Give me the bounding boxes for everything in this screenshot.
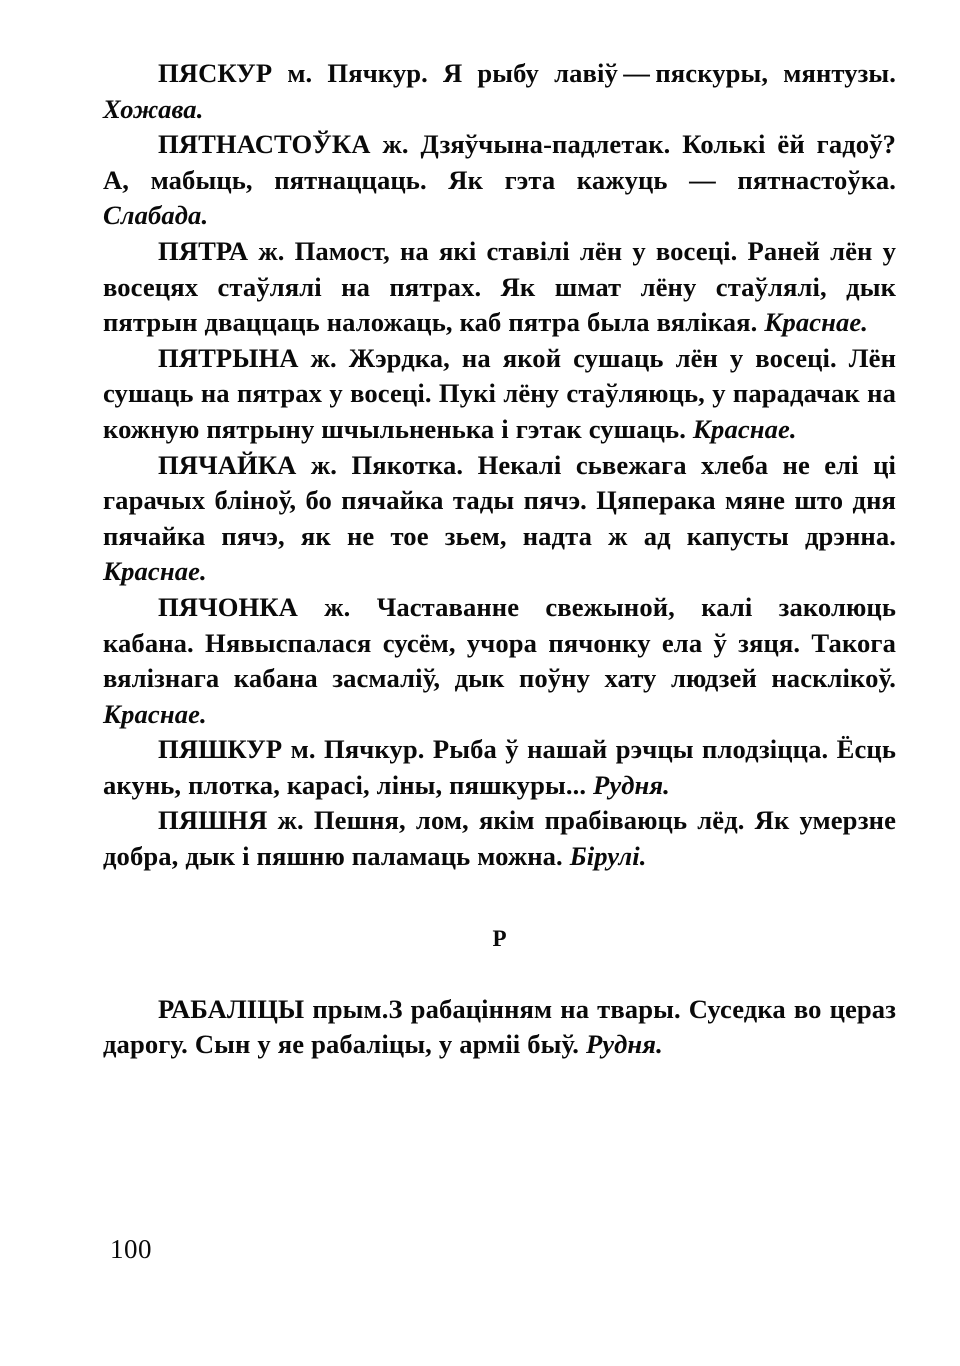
entry-source: Слабада. — [103, 200, 209, 231]
entry-headword: ПЯСКУР — [158, 58, 273, 88]
entry-definition: ж. Памост, на які ставілі лён у восеці. Раней лён у восецях стаўлялі на пятрах. Як шмат лёну стаўлялі, дык пятрын дваццаць наложаць, каб пятра была вялікая. — [103, 235, 896, 338]
dictionary-entry-pyaskur — [103, 56, 896, 127]
entry-headword: ПЯШНЯ — [158, 805, 268, 836]
entry-headword: ПЯТРЫНА — [158, 342, 299, 373]
entry-source: Рудня. — [585, 1029, 663, 1060]
dictionary-entry-pyatnastouka — [103, 127, 896, 234]
dictionary-entry-pyashkur — [103, 732, 896, 803]
entry-definition: м. Пячкур. Рыба ў нашай рэчцы плодзіцца. Ёсць акунь, плотка, карасі, ліны, пяшкуры... — [103, 734, 896, 800]
entry-source: Краснае. — [692, 413, 797, 444]
entry-definition: ж. Пешня, лом, якім прабіваюць лёд. Як умерзне добра, дык і пяшню паламаць можна. — [103, 805, 896, 872]
entry-headword: ПЯТНАСТОЎКА — [158, 129, 371, 160]
dictionary-entry-pyachonka — [103, 590, 896, 732]
main-text-column — [103, 56, 896, 1063]
section-divider-block — [103, 875, 896, 992]
entry-source: Бірулі. — [569, 841, 647, 872]
entry-headword: ПЯЧАЙКА — [158, 449, 297, 480]
entry-source: Хожава. — [103, 93, 204, 124]
entry-definition: ж. Жэрдка, на якой сушаць лён у восеці. Лён сушаць на пятрах у восеці. Пукі лёну стаўляюць, у парадачак на кожную пятрыну шчыльненька і гэтак сушаць. — [103, 342, 896, 444]
entry-source: Краснае. — [764, 307, 869, 338]
entry-source: Краснае. — [103, 556, 207, 587]
entry-source: Краснае. — [103, 698, 207, 729]
dictionary-entry-rabalitsy — [103, 992, 896, 1063]
entry-headword: ПЯШКУР — [158, 734, 283, 765]
section-letter-heading: Р — [492, 925, 507, 951]
dictionary-entry-pyachayka — [103, 448, 896, 590]
dictionary-entry-pyashnya — [103, 803, 896, 874]
entry-definition: ж. Дзяўчына-падлетак. Колькі ёй гадоў? А, мабыць, пятнаццаць. Як гэта кажуць — пятнастоўка. — [103, 129, 896, 195]
entry-definition: м. Пячкур. Я рыбу лавіў — пяскуры, мянтузы. — [272, 58, 896, 88]
entry-source: Рудня. — [593, 769, 670, 800]
entry-headword: ПЯЧОНКА — [158, 591, 298, 622]
entry-definition: ж. Частаванне свежыной, калі заколюць кабана. Нявыспалася сусём, учора пячонку ела ў зяця. Такога вялізнага кабана засмаліў, дык поўну хату людзей насклікоў. — [103, 591, 896, 694]
entry-headword: ПЯТРА — [158, 235, 249, 266]
entry-definition: ж. Пякотка. Некалі сьвежага хлеба не елі ці гарачых бліноў, бо пячайка тады пячэ. Цяперака мяне што дня пячайка пячэ, як не тое зьем, надта ж ад капусты дрэнна. — [103, 449, 896, 551]
dictionary-entry-pyatryna — [103, 341, 896, 448]
entry-definition: прым.З рабацінням на твары. Суседка во цераз дарогу. Сын у яе рабаліцы, у арміі быў. — [103, 993, 896, 1060]
dictionary-entry-pyatra — [103, 234, 896, 341]
page-number: 100 — [110, 1234, 152, 1264]
entry-headword: РАБАЛІЦЫ — [158, 993, 305, 1024]
